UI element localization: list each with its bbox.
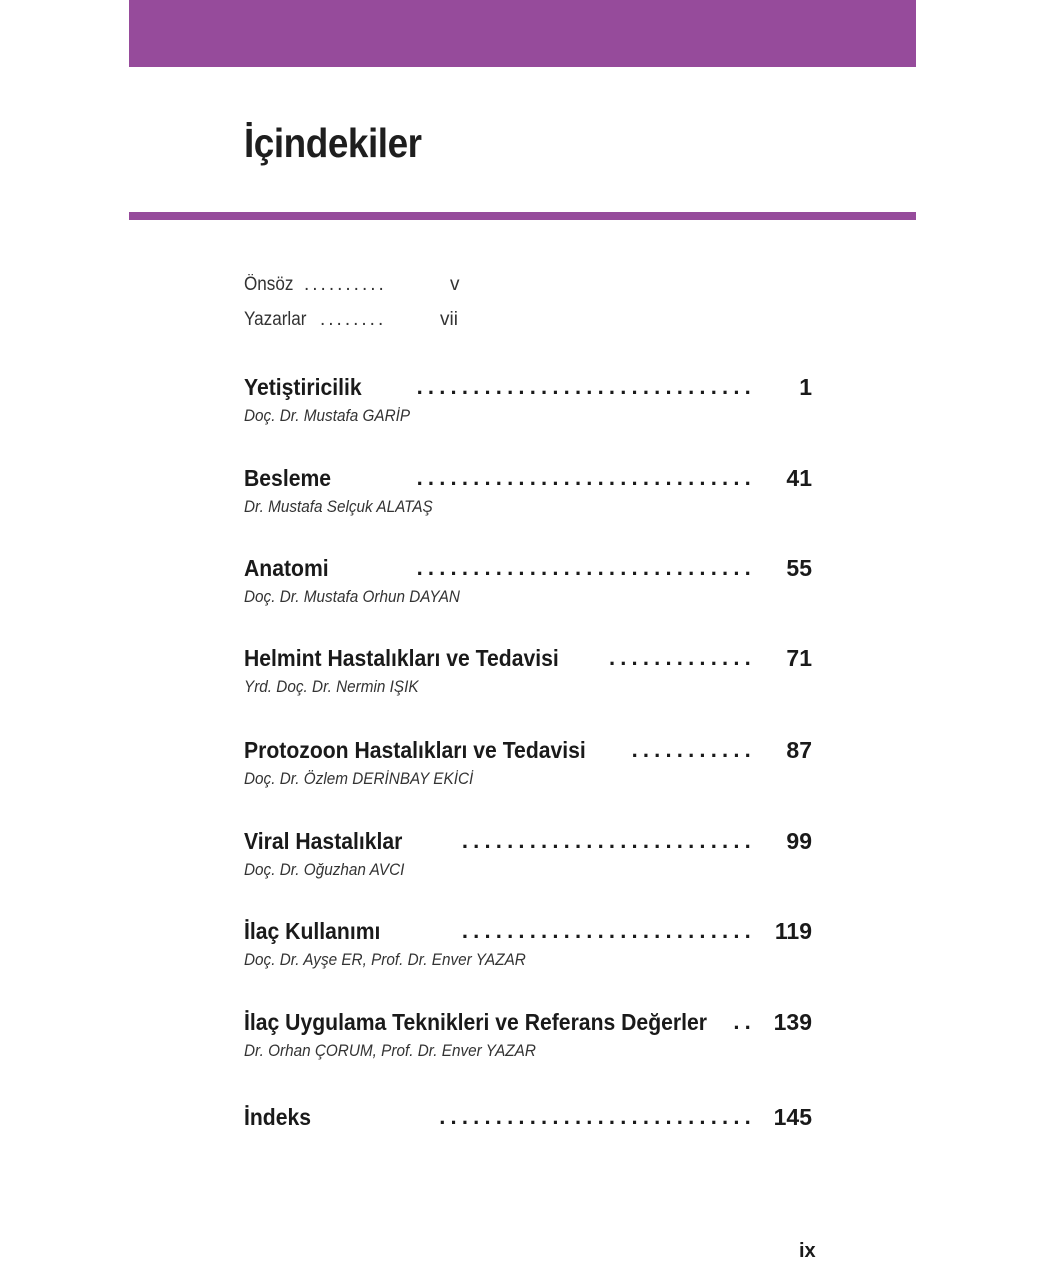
toc-entry-authors: Doç. Dr. Mustafa GARİP [244, 406, 411, 425]
toc-entry[interactable] [244, 645, 814, 697]
toc-entry-authors: Doç. Dr. Mustafa Orhun DAYAN [244, 587, 460, 606]
toc-dot-leader: .......................... [461, 828, 756, 853]
toc-entry-authors: Dr. Mustafa Selçuk ALATAŞ [244, 497, 433, 516]
toc-entry-title: Yetiştiricilik [244, 374, 362, 400]
toc-dot-leader: ............. [608, 645, 756, 670]
toc-entry-page: 87 [786, 737, 812, 763]
toc-entry[interactable] [244, 1009, 814, 1061]
toc-entry[interactable] [244, 555, 814, 607]
toc-dot-leader: .............................. [416, 374, 756, 399]
toc-entry[interactable] [244, 1104, 814, 1132]
toc-entry-authors: Doç. Dr. Özlem DERİNBAY EKİCİ [244, 769, 474, 788]
page-title: İçindekiler [244, 120, 422, 166]
toc-dot-leader: ............................ [439, 1104, 756, 1129]
toc-entry-authors: Yrd. Doç. Dr. Nermin IŞIK [244, 677, 419, 696]
toc-entry-title: Besleme [244, 465, 332, 491]
toc-entry-title: Viral Hastalıklar [244, 828, 403, 854]
toc-entry-page: 41 [786, 465, 812, 491]
toc-front-item[interactable] [244, 274, 460, 296]
toc-entry-page: 139 [773, 1009, 812, 1035]
toc-entry-authors: Doç. Dr. Ayşe ER, Prof. Dr. Enver YAZAR [244, 950, 526, 969]
toc-front-page: vii [440, 309, 458, 330]
toc-entry-page: 71 [786, 645, 812, 671]
toc-entry-title: Anatomi [244, 555, 329, 581]
toc-entry-page: 55 [786, 555, 812, 581]
toc-entry-authors: Doç. Dr. Oğuzhan AVCI [244, 860, 405, 879]
title-divider [129, 212, 916, 220]
toc-entry-title: Helmint Hastalıkları ve Tedavisi [244, 645, 559, 671]
toc-entry-page: 119 [774, 918, 812, 944]
toc-entry-page: 99 [786, 828, 812, 854]
toc-front-label: Önsöz [244, 274, 294, 295]
toc-entry[interactable] [244, 737, 814, 789]
toc-dot-leader: .............................. [416, 465, 756, 490]
toc-front-label: Yazarlar [244, 309, 307, 330]
toc-entry-page: 1 [799, 374, 812, 400]
toc-front-dots: ........ [320, 309, 387, 330]
toc-dot-leader: .......................... [461, 918, 756, 943]
toc-entry[interactable] [244, 828, 814, 880]
toc-dot-leader: .............................. [416, 555, 756, 580]
toc-entry-title: Protozoon Hastalıkları ve Tedavisi [244, 737, 586, 763]
toc-entry-authors: Dr. Orhan ÇORUM, Prof. Dr. Enver YAZAR [244, 1041, 536, 1060]
footer-page-number: ix [799, 1240, 816, 1262]
toc-entry[interactable] [244, 374, 814, 426]
toc-entry[interactable] [244, 465, 814, 517]
toc-front-dots: .......... [304, 274, 387, 295]
toc-entry[interactable] [244, 918, 814, 970]
toc-front-page: v [450, 274, 460, 295]
toc-dot-leader: .. [733, 1009, 756, 1034]
toc-entry-title: İlaç Uygulama Teknikleri ve Referans Değerler [244, 1009, 708, 1035]
toc-front-item[interactable] [244, 309, 458, 331]
toc-entry-title: İlaç Kullanımı [244, 918, 381, 944]
header-color-bar [129, 0, 916, 67]
toc-dot-leader: ........... [631, 737, 756, 762]
toc-entry-title: İndeks [244, 1104, 312, 1130]
toc-entry-page: 145 [773, 1104, 812, 1130]
